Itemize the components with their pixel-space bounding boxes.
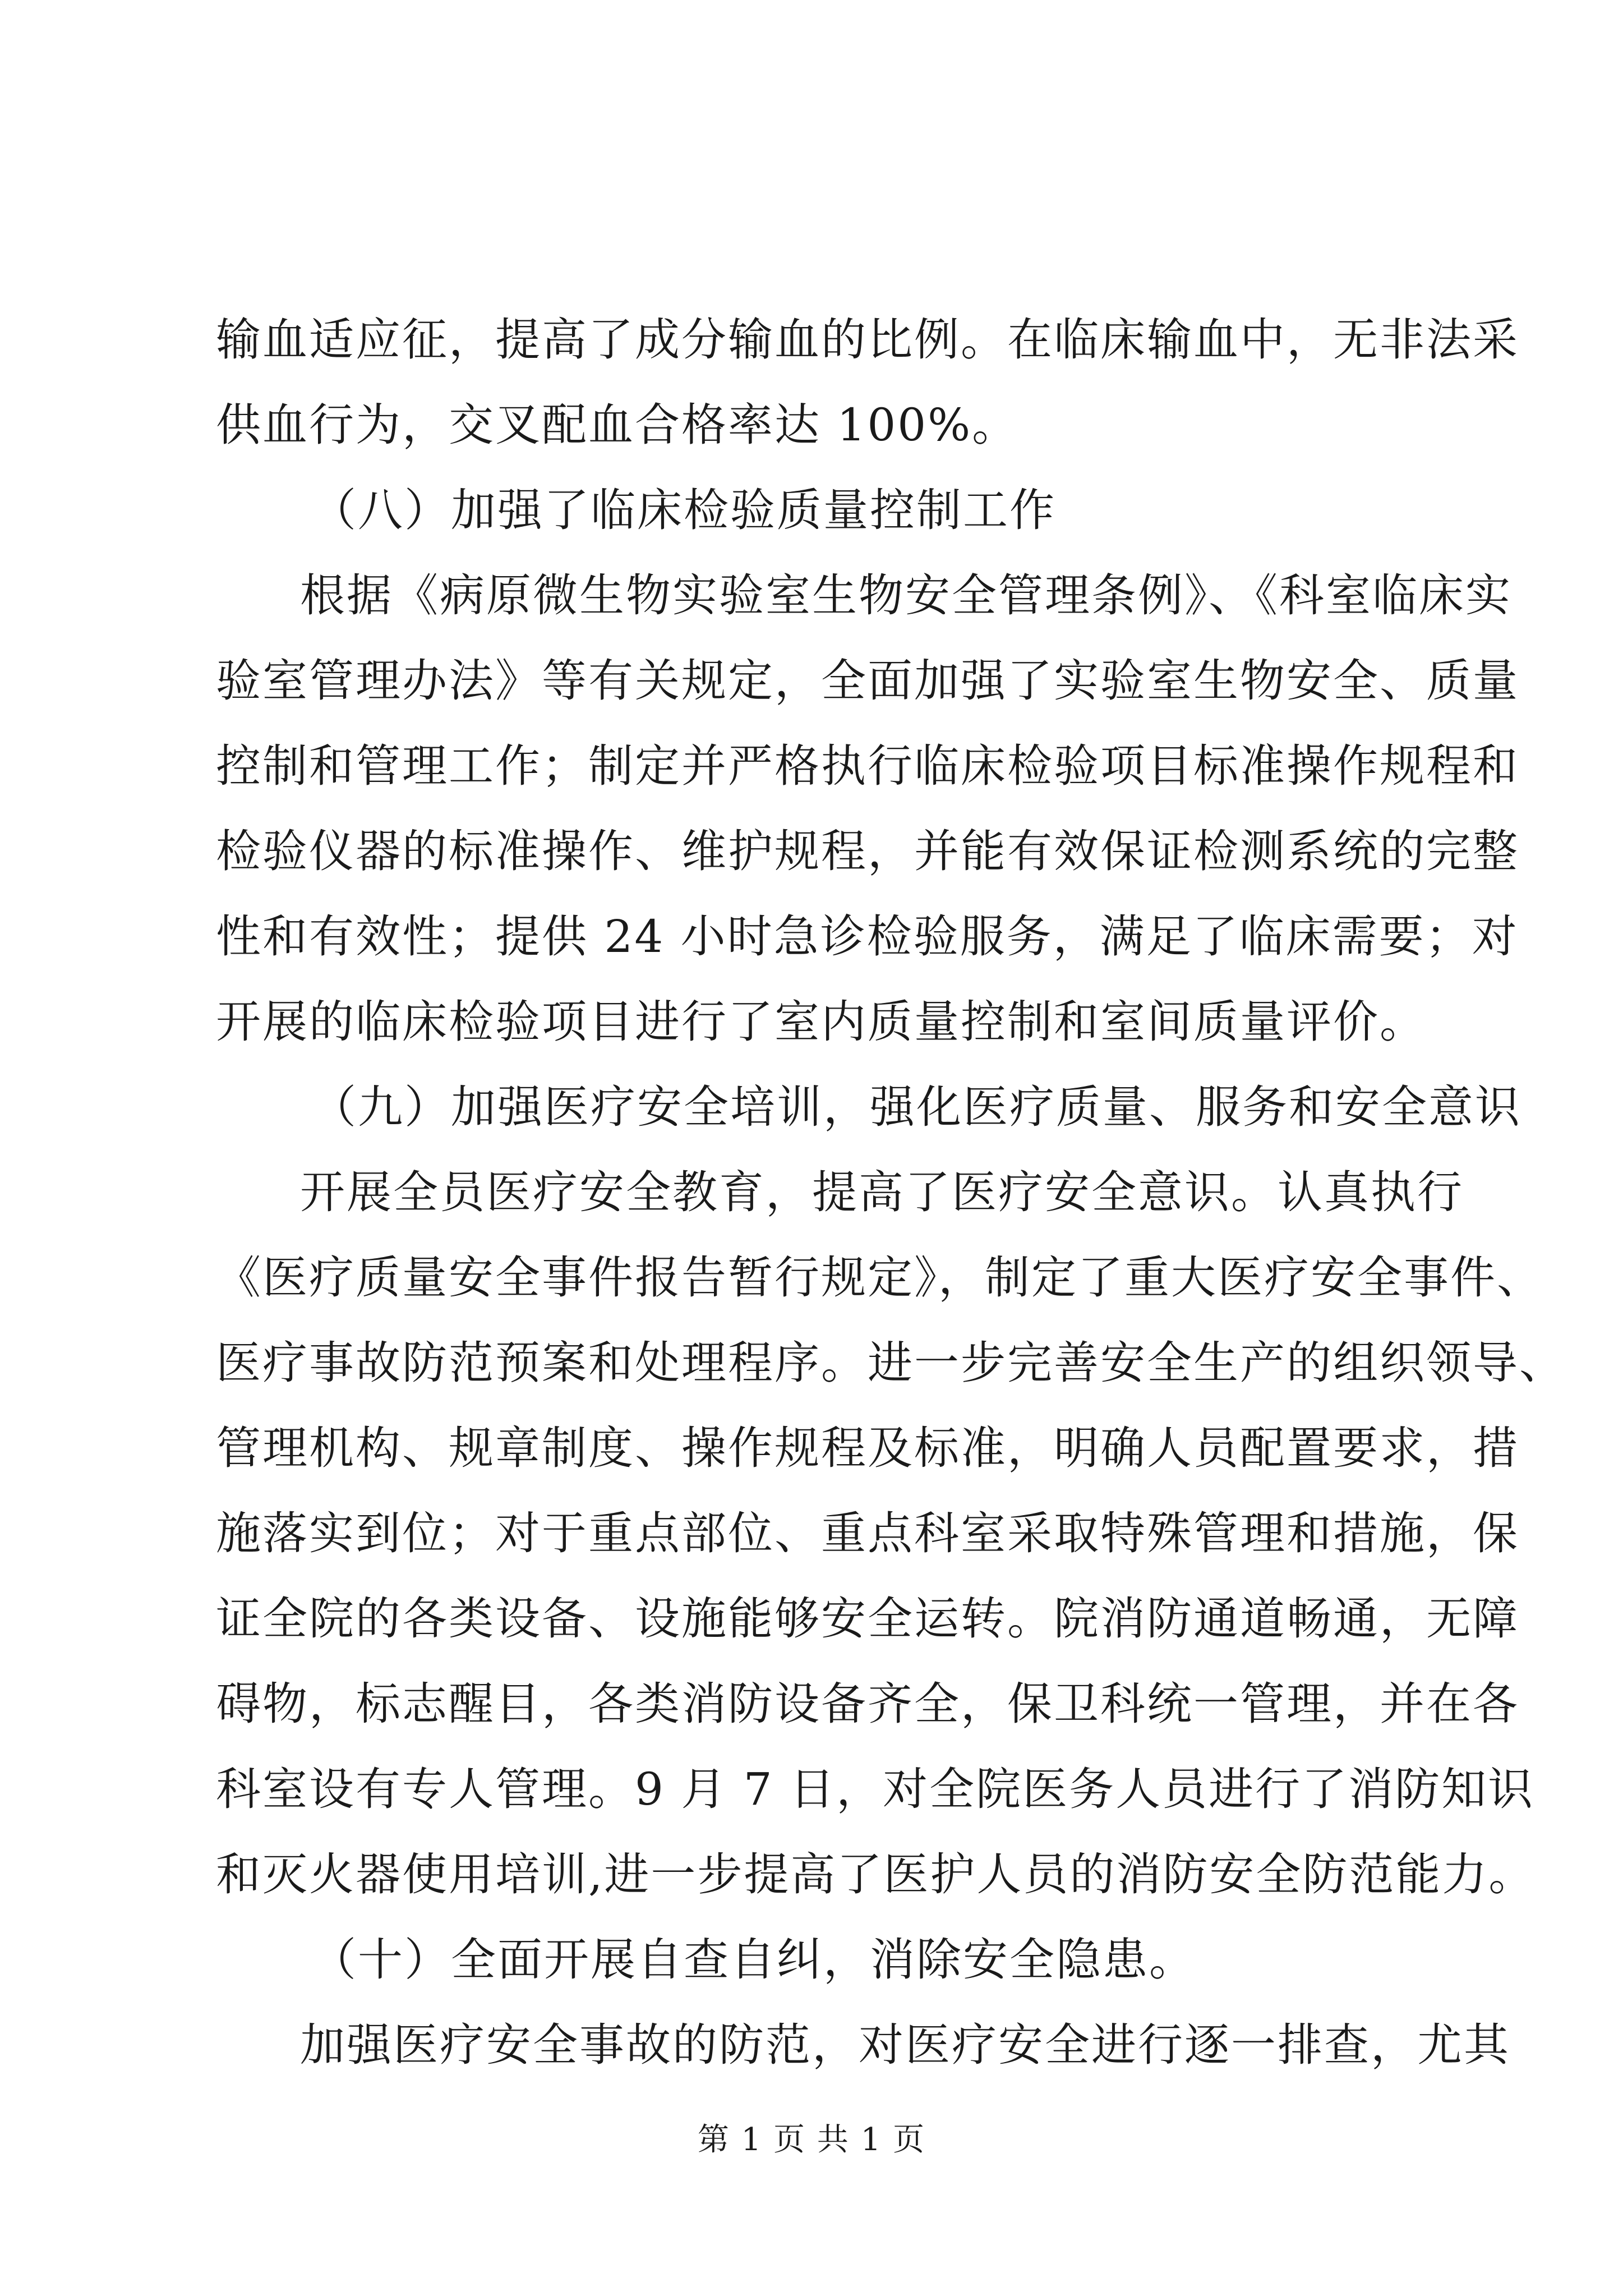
text-line: 开展的临床检验项目进行了室内质量控制和室间质量评价。	[216, 996, 1426, 1048]
text-line: 科室设有专人管理。9 月 7 日，对全院医务人员进行了消防知识	[216, 1763, 1535, 1815]
text-line: 证全院的各类设备、设施能够安全运转。院消防通道畅通，无障	[216, 1593, 1519, 1645]
section-heading-8: （八）加强了临床检验质量控制工作	[311, 484, 1056, 536]
text-line: 碍物，标志醒目，各类消防设备齐全，保卫科统一管理，并在各	[216, 1678, 1519, 1730]
text-line: 和灭火器使用培训,进一步提高了医护人员的消防安全防范能力。	[216, 1848, 1536, 1901]
text-line: 验室管理办法》等有关规定，全面加强了实验室生物安全、质量	[216, 655, 1519, 707]
text-line: 根据《病原微生物实验室生物安全管理条例》、《科室临床实	[300, 569, 1512, 622]
section-heading-9: （九）加强医疗安全培训，强化医疗质量、服务和安全意识	[311, 1081, 1521, 1133]
text-line: 检验仪器的标准操作、维护规程，并能有效保证检测系统的完整	[216, 825, 1519, 877]
text-line: 控制和管理工作；制定并严格执行临床检验项目标准操作规程和	[216, 740, 1519, 792]
text-line: 施落实到位；对于重点部位、重点科室采取特殊管理和措施，保	[216, 1507, 1519, 1559]
page-footer: 第 1 页 共 1 页	[697, 2122, 926, 2158]
document-body	[216, 297, 1566, 2088]
text-line: 开展全员医疗安全教育，提高了医疗安全意识。认真执行	[300, 1166, 1464, 1218]
section-heading-10: （十）全面开展自查自纠，消除安全隐患。	[311, 1934, 1196, 1986]
text-line: 供血行为，交叉配血合格率达 100%。	[216, 399, 1019, 451]
text-line: 医疗事故防范预案和处理程序。进一步完善安全生产的组织领导、	[216, 1337, 1566, 1389]
text-line: 输血适应征，提高了成分输血的比例。在临床输血中，无非法采	[216, 314, 1519, 366]
text-line: 《医疗质量安全事件报告暂行规定》，制定了重大医疗安全事件、	[216, 1251, 1543, 1304]
text-line: 性和有效性；提供 24 小时急诊检验服务，满足了临床需要；对	[216, 910, 1519, 963]
text-line: 加强医疗安全事故的防范，对医疗安全进行逐一排查，尤其	[300, 2019, 1510, 2071]
text-line: 管理机构、规章制度、操作规程及标准，明确人员配置要求，措	[216, 1422, 1519, 1474]
